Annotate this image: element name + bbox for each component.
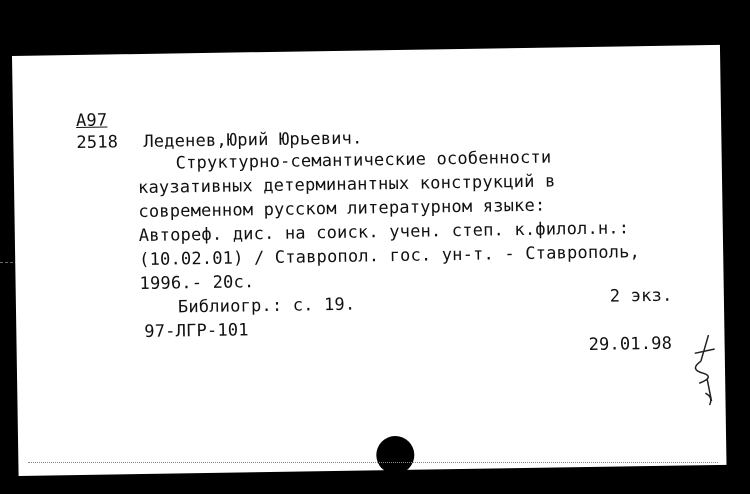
- title-line: Автореф. дис. на соиск. учен. степ. к.филол.н.:: [138, 218, 630, 247]
- accession-number: 2518: [76, 132, 119, 153]
- title-line: (10.02.01) / Ставропол. гос. ун-т. - Ставрополь,: [139, 242, 641, 271]
- scan-line: [28, 462, 718, 463]
- title-line: каузативных детерминантных конструкций в: [137, 171, 556, 199]
- copies-count: 2 экз.: [609, 285, 673, 307]
- punch-hole: [376, 436, 415, 475]
- title-line: 1996.- 20с.: [139, 272, 255, 295]
- author-heading: Леденев,Юрий Юрьевич.: [143, 128, 363, 152]
- title-line: современном русском литературном языке:: [138, 195, 546, 223]
- shelf-mark: A97: [75, 110, 108, 132]
- stamp-date: 29.01.98: [588, 333, 673, 355]
- bibliography-note: Библиогр.: с. 19.: [177, 294, 356, 318]
- title-line: Структурно-семантические особенности: [175, 147, 552, 174]
- catalog-code: 97-ЛГР-101: [144, 320, 249, 342]
- catalog-card: [12, 45, 727, 476]
- handwritten-mark-icon: [680, 331, 721, 412]
